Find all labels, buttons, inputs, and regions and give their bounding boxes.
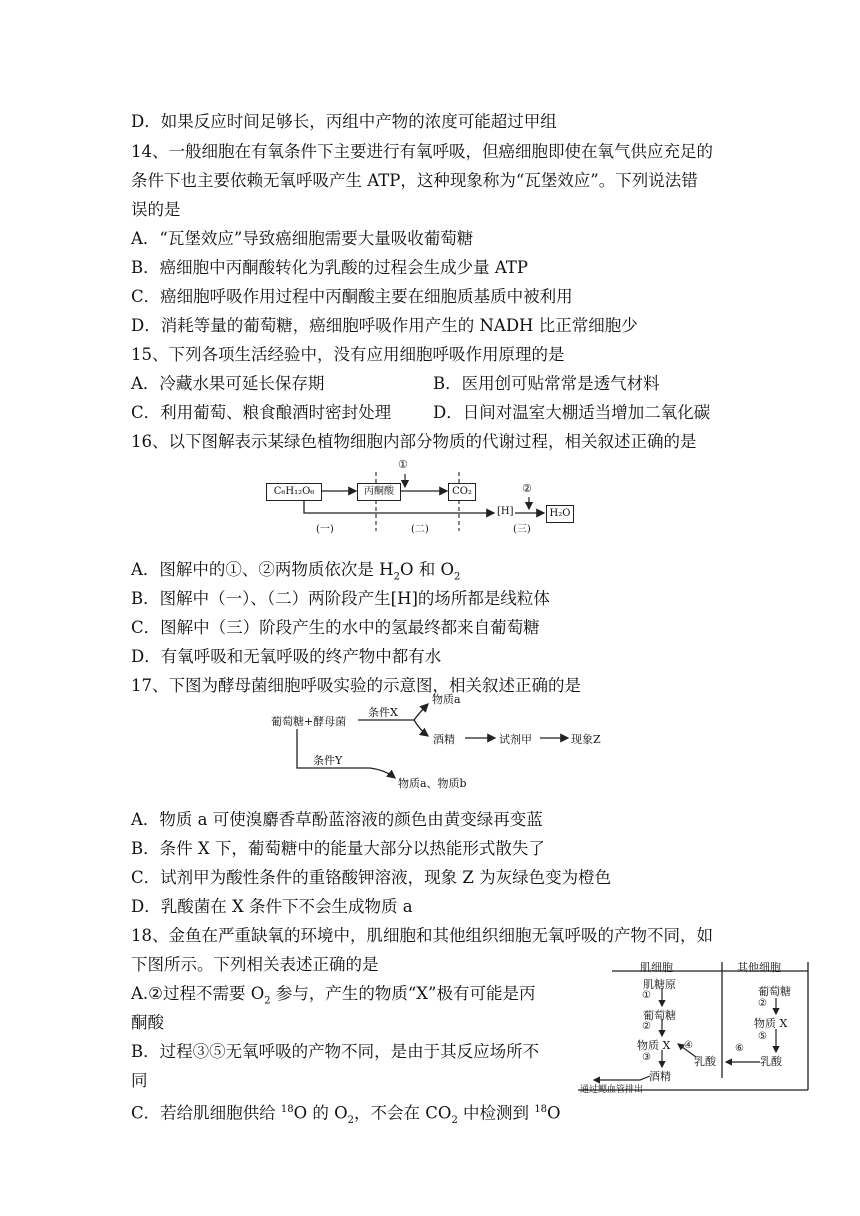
marker-m1: ① (642, 990, 651, 1001)
start-label: 葡萄糖+酵母菌 (271, 715, 347, 728)
q18-option-b-line1: B．过程③⑤无氧呼吸的产物不同，是由于其反应场所不 (131, 1042, 540, 1061)
q18-option-c: C．若给肌细胞供给 $^{18}$O 的 $O_2$，不会在 $CO_2$ 中检测到 $^{18}$O (131, 1103, 561, 1126)
muscle-cell-header: 肌细胞 (640, 961, 673, 974)
q18-stem-line1: 18、金鱼在严重缺氧的环境中，肌细胞和其他组织细胞无氧呼吸的产物不同，如 (131, 926, 713, 945)
stage-1-label: (一) (316, 524, 334, 535)
q15-option-a: A．冷藏水果可延长保存期 (131, 374, 325, 393)
substance-x-left-label: 物质 X (637, 1039, 671, 1052)
condition-x-label: 条件X (368, 706, 398, 719)
phenomenon-label: 现象Z (571, 733, 601, 746)
q15-stem: 15、下列各项生活经验中，没有应用细胞呼吸作用原理的是 (131, 345, 565, 364)
q16-option-d: D．有氧呼吸和无氧呼吸的终产物中都有水 (131, 647, 442, 666)
q15-option-b: B．医用创可贴常常是透气材料 (433, 374, 660, 393)
q17-option-c: C．试剂甲为酸性条件的重铬酸钾溶液，现象 Z 为灰绿色变为橙色 (131, 868, 612, 887)
glucose-left-label: 葡萄糖 (643, 1009, 676, 1022)
q16-stem: 16、以下图解表示某绿色植物细胞内部分物质的代谢过程，相关叙述正确的是 (131, 432, 697, 451)
marker-m6: ⑤ (758, 1031, 767, 1042)
stage-3-label: (三) (513, 524, 531, 535)
reagent-label: 试剂甲 (499, 733, 532, 746)
alcohol-label: 酒精 (649, 1070, 671, 1083)
q14-stem-line2: 条件下也主要依赖无氧呼吸产生 ATP，这种现象称为“瓦堡效应”。下列说法错 (131, 171, 698, 190)
glucose-box: C₆H₁₂O₆ (266, 483, 322, 501)
q18-option-a-line1: A.②过程不需要 $O_2$ 参与，产生的物质“X”极有可能是丙 (131, 984, 536, 1007)
q16-option-c: C．图解中（三）阶段产生的水中的氢最终都来自葡萄糖 (131, 618, 540, 637)
q14-option-a: A．“瓦堡效应”导致癌细胞需要大量吸收葡萄糖 (131, 229, 474, 248)
q17-option-b: B．条件 X 下，葡萄糖中的能量大部分以热能形式散失了 (131, 839, 545, 858)
condition-y-label: 条件Y (313, 754, 343, 767)
lactate-left-label: 乳酸 (694, 1055, 716, 1068)
marker-m2: ② (642, 1021, 651, 1032)
pyruvate-box: 丙酮酸 (357, 483, 401, 501)
co2-box: CO₂ (448, 483, 476, 501)
q17-option-a: A．物质 a 可使溴麝香草酚蓝溶液的颜色由黄变绿再变蓝 (131, 810, 543, 829)
lactate-right-label: 乳酸 (760, 1055, 782, 1068)
q15-option-d: D．日间对温室大棚适当增加二氧化碳 (433, 403, 711, 422)
q18-option-b-line2: 同 (131, 1071, 148, 1090)
stage-2-label: (二) (411, 524, 429, 535)
q15-option-c: C．利用葡萄、粮食酿酒时密封处理 (131, 403, 392, 422)
q14-stem-line3: 误的是 (131, 200, 181, 219)
q18-option-a-line2: 酮酸 (131, 1013, 164, 1032)
q14-option-b: B．癌细胞中丙酮酸转化为乳酸的过程会生成少量 ATP (131, 258, 528, 277)
alcohol-label: 酒精 (433, 733, 455, 746)
h2o-box: H₂O (546, 505, 574, 523)
glucose-right-label: 葡萄糖 (758, 985, 791, 998)
q13-option-d: D．如果反应时间足够长，丙组中产物的浓度可能超过甲组 (131, 112, 557, 131)
marker-2: ② (522, 482, 532, 495)
marker-m3: ③ (642, 1052, 651, 1063)
q14-option-d: D．消耗等量的葡萄糖，癌细胞呼吸作用产生的 NADH 比正常细胞少 (131, 316, 638, 335)
q14-stem-line1: 14、一般细胞在有氧条件下主要进行有氧呼吸，但癌细胞即使在氧气供应充足的 (131, 142, 713, 161)
marker-m5: ② (758, 998, 767, 1009)
marker-1: ① (398, 458, 408, 471)
q17-option-d: D．乳酸菌在 X 条件下不会生成物质 a (131, 897, 413, 916)
q17-stem: 17、下图为酵母菌细胞呼吸实验的示意图，相关叙述正确的是 (131, 676, 581, 695)
q18-stem-line2: 下图所示。下列相关表述正确的是 (131, 955, 379, 974)
marker-m4: ④ (684, 1040, 693, 1051)
hydrogen-label: [H] (497, 506, 514, 517)
q16-option-a: A．图解中的①、②两物质依次是 $H_2O$ 和 $O_2$ (131, 560, 461, 583)
marker-m7: ⑥ (735, 1043, 744, 1054)
q16-option-b: B．图解中（一）、（二）两阶段产生[H]的场所都是线粒体 (131, 589, 550, 608)
q14-option-c: C．癌细胞呼吸作用过程中丙酮酸主要在细胞质基质中被利用 (131, 287, 573, 306)
gill-excretion-label: 通过鳃血管排出 (580, 1085, 644, 1095)
products-label: 物质a、物质b (398, 777, 467, 790)
substance-x-right-label: 物质 X (754, 1017, 788, 1030)
other-cell-header: 其他细胞 (737, 961, 781, 974)
substance-a-label: 物质a (432, 693, 461, 706)
glycogen-label: 肌糖原 (643, 978, 676, 991)
